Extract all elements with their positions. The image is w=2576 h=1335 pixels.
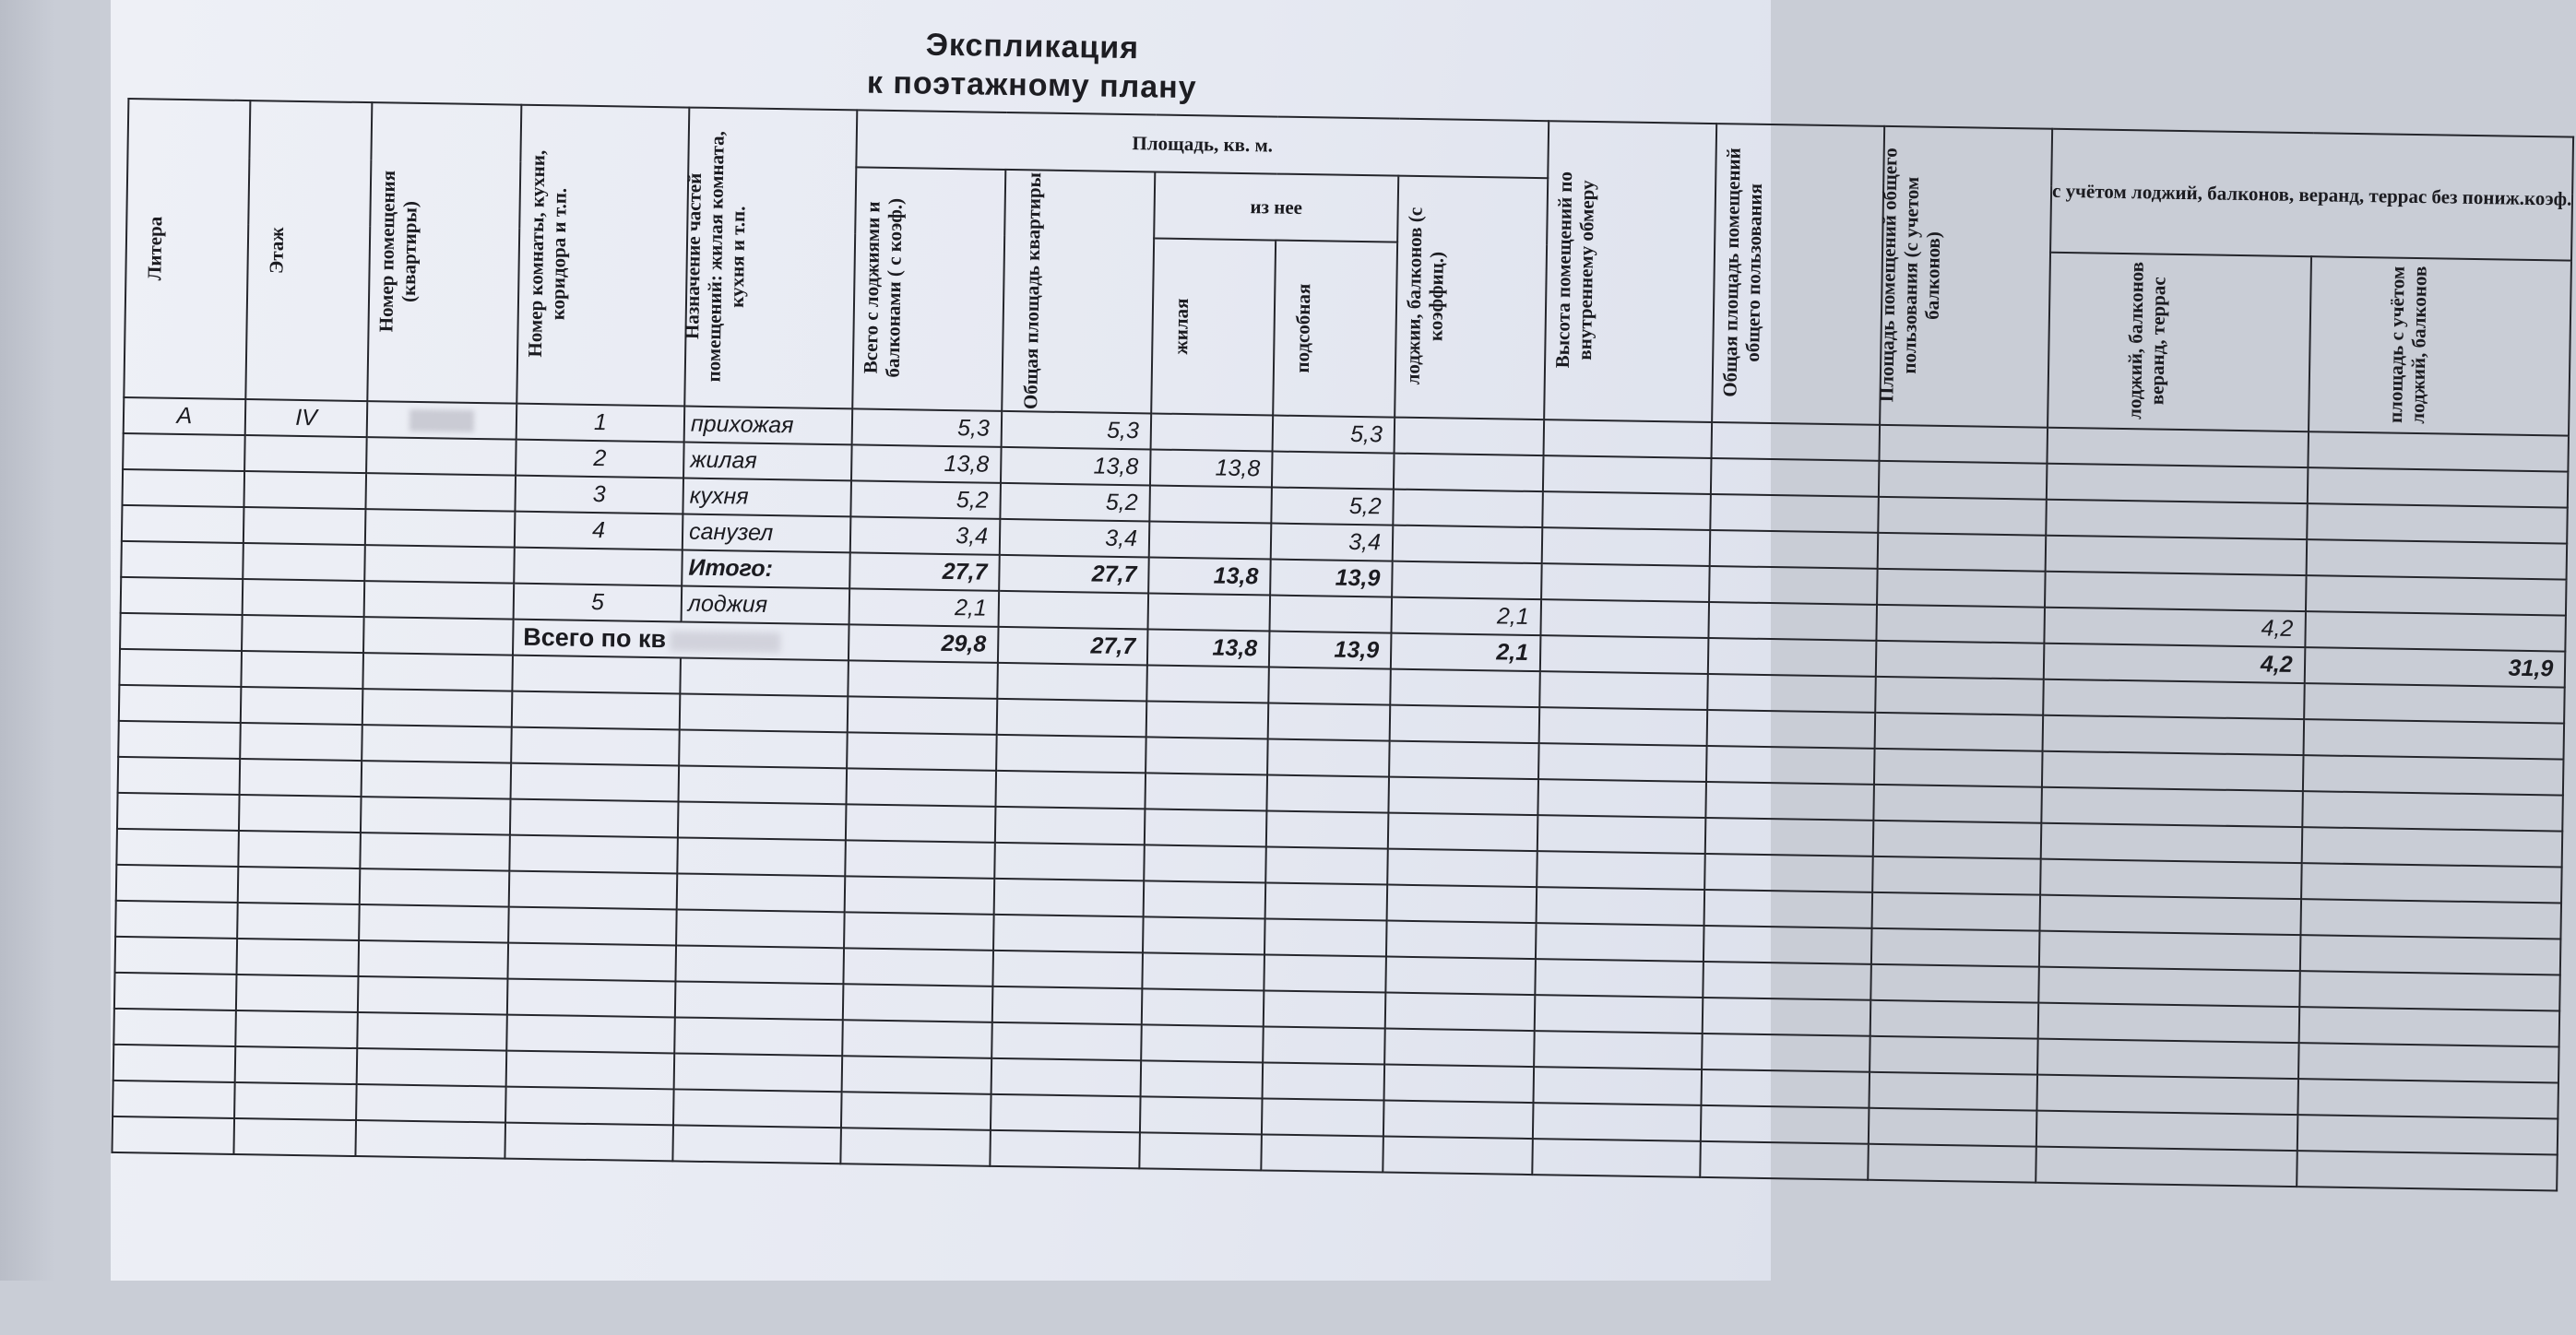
itogo-podsob: 13,9	[1270, 560, 1393, 597]
itogo-label: Итого:	[682, 549, 850, 588]
cell-komnata: 3	[515, 476, 683, 514]
vsego-podsob: 13,9	[1269, 632, 1392, 669]
cell-vsego: 2,1	[849, 588, 1000, 627]
cell-naznach: прихожая	[684, 407, 853, 445]
cell-komnata: 2	[516, 440, 684, 478]
vsego-label-cell	[513, 620, 849, 661]
cell-obshch: 13,8	[1001, 447, 1151, 486]
header-nomer-pomeshcheniya: Номер помещения (квартиры)	[367, 102, 521, 404]
header-iz-nee: из нее	[1154, 171, 1398, 242]
cell-podsob	[1272, 452, 1395, 490]
cell-lv	[2047, 428, 2308, 467]
document-subtitle: к поэтажному плану	[866, 65, 1197, 106]
header-nomer-komnaty: Номер комнаты, кухни, коридора и т.п.	[516, 105, 689, 407]
cell-vsego: 13,8	[851, 444, 1002, 483]
cell-podsob: 5,2	[1271, 488, 1394, 526]
vsego-obshch: 27,7	[998, 627, 1148, 666]
vsego-ps: 31,9	[2304, 647, 2565, 687]
cell-komnata: 5	[514, 584, 683, 622]
cell-zhil	[1149, 485, 1272, 523]
header-lodzhiy-koef: лоджии, балконов (с коэффиц.)	[1395, 176, 1548, 420]
cell-obshch: 3,4	[1000, 519, 1150, 558]
header-naznachenie: Назначение частей помещений: жилая комната, кухня и т.п.	[684, 108, 857, 409]
cell-podsob: 3,4	[1271, 524, 1394, 561]
cell-komnata: 1	[516, 404, 685, 443]
header-ploshchad: Площадь, кв. м.	[856, 110, 1549, 178]
vsego-label: Всего по кв	[523, 622, 667, 654]
cell-nomer-redacted	[367, 401, 517, 440]
cell-naznach: кухня	[683, 478, 851, 517]
redaction-mark	[410, 409, 474, 432]
vsego-lodzh: 2,1	[1391, 633, 1541, 672]
cell-naznach: жилая	[683, 443, 852, 481]
cell-litera: А	[124, 397, 246, 435]
header-obshchaya: Общая площадь квартиры	[1002, 170, 1155, 414]
header-vsego: Всего с лоджиями и балконами ( с коэф.)	[852, 167, 1005, 411]
cell-vsego: 5,2	[850, 480, 1001, 519]
header-pl-s-uchetom: площадь с учётом лоджий, балконов	[2309, 256, 2572, 435]
page-shadow	[0, 0, 55, 1281]
document-sheet	[111, 0, 2572, 1281]
itogo-zhil: 13,8	[1148, 557, 1271, 595]
document-title: Экспликация	[925, 27, 1140, 66]
cell-vsego: 3,4	[850, 516, 1001, 555]
header-s-uchetom-group: с учётом лоджий, балконов, веранд, террас без пониж.коэф.	[2050, 129, 2573, 261]
cell-etazh: IV	[245, 399, 368, 437]
header-lodzhiy-verand: лоджий, балконов веранд, террас	[2048, 253, 2311, 431]
vsego-zhil: 13,8	[1147, 629, 1270, 667]
cell-podsob: 5,3	[1273, 416, 1395, 454]
cell-zhil	[1149, 521, 1272, 559]
itogo-obshch: 27,7	[999, 555, 1149, 594]
header-pl-obshch-s-uchetom: Площадь помещений общего пользования (с учетом балконов)	[1880, 126, 2052, 428]
header-podsobnaya: подсобная	[1273, 241, 1397, 418]
redaction-mark	[670, 631, 780, 653]
header-litera: Литера	[124, 99, 250, 399]
itogo-vsego: 27,7	[849, 552, 1000, 591]
vsego-vsego: 29,8	[849, 624, 999, 663]
cell-naznach: лоджия	[682, 585, 850, 624]
header-obshch-pol: Общая площадь помещений общего пользования	[1712, 124, 1884, 425]
cell-zhil	[1151, 413, 1274, 451]
explication-table	[111, 98, 2574, 1192]
cell-lv: 4,2	[2044, 608, 2305, 647]
header-etazh: Этаж	[245, 100, 372, 401]
cell-obshch: 5,2	[1000, 483, 1150, 522]
header-zhilaya: жилая	[1151, 238, 1276, 415]
cell-lodzh	[1395, 418, 1545, 456]
cell-vsego: 5,3	[852, 408, 1003, 447]
cell-lodzh: 2,1	[1391, 597, 1541, 636]
cell-obshch: 5,3	[1002, 411, 1152, 450]
vsego-lv: 4,2	[2044, 644, 2305, 683]
cell-komnata: 4	[515, 512, 683, 550]
cell-ps	[2308, 431, 2569, 471]
empty-rows	[112, 649, 2565, 1191]
cell-naznach: санузел	[683, 514, 851, 552]
header-vysota: Высота помещений по внутреннему обмеру	[1544, 121, 1716, 422]
cell-zhil: 13,8	[1150, 449, 1273, 487]
document-content	[109, 6, 2572, 1321]
